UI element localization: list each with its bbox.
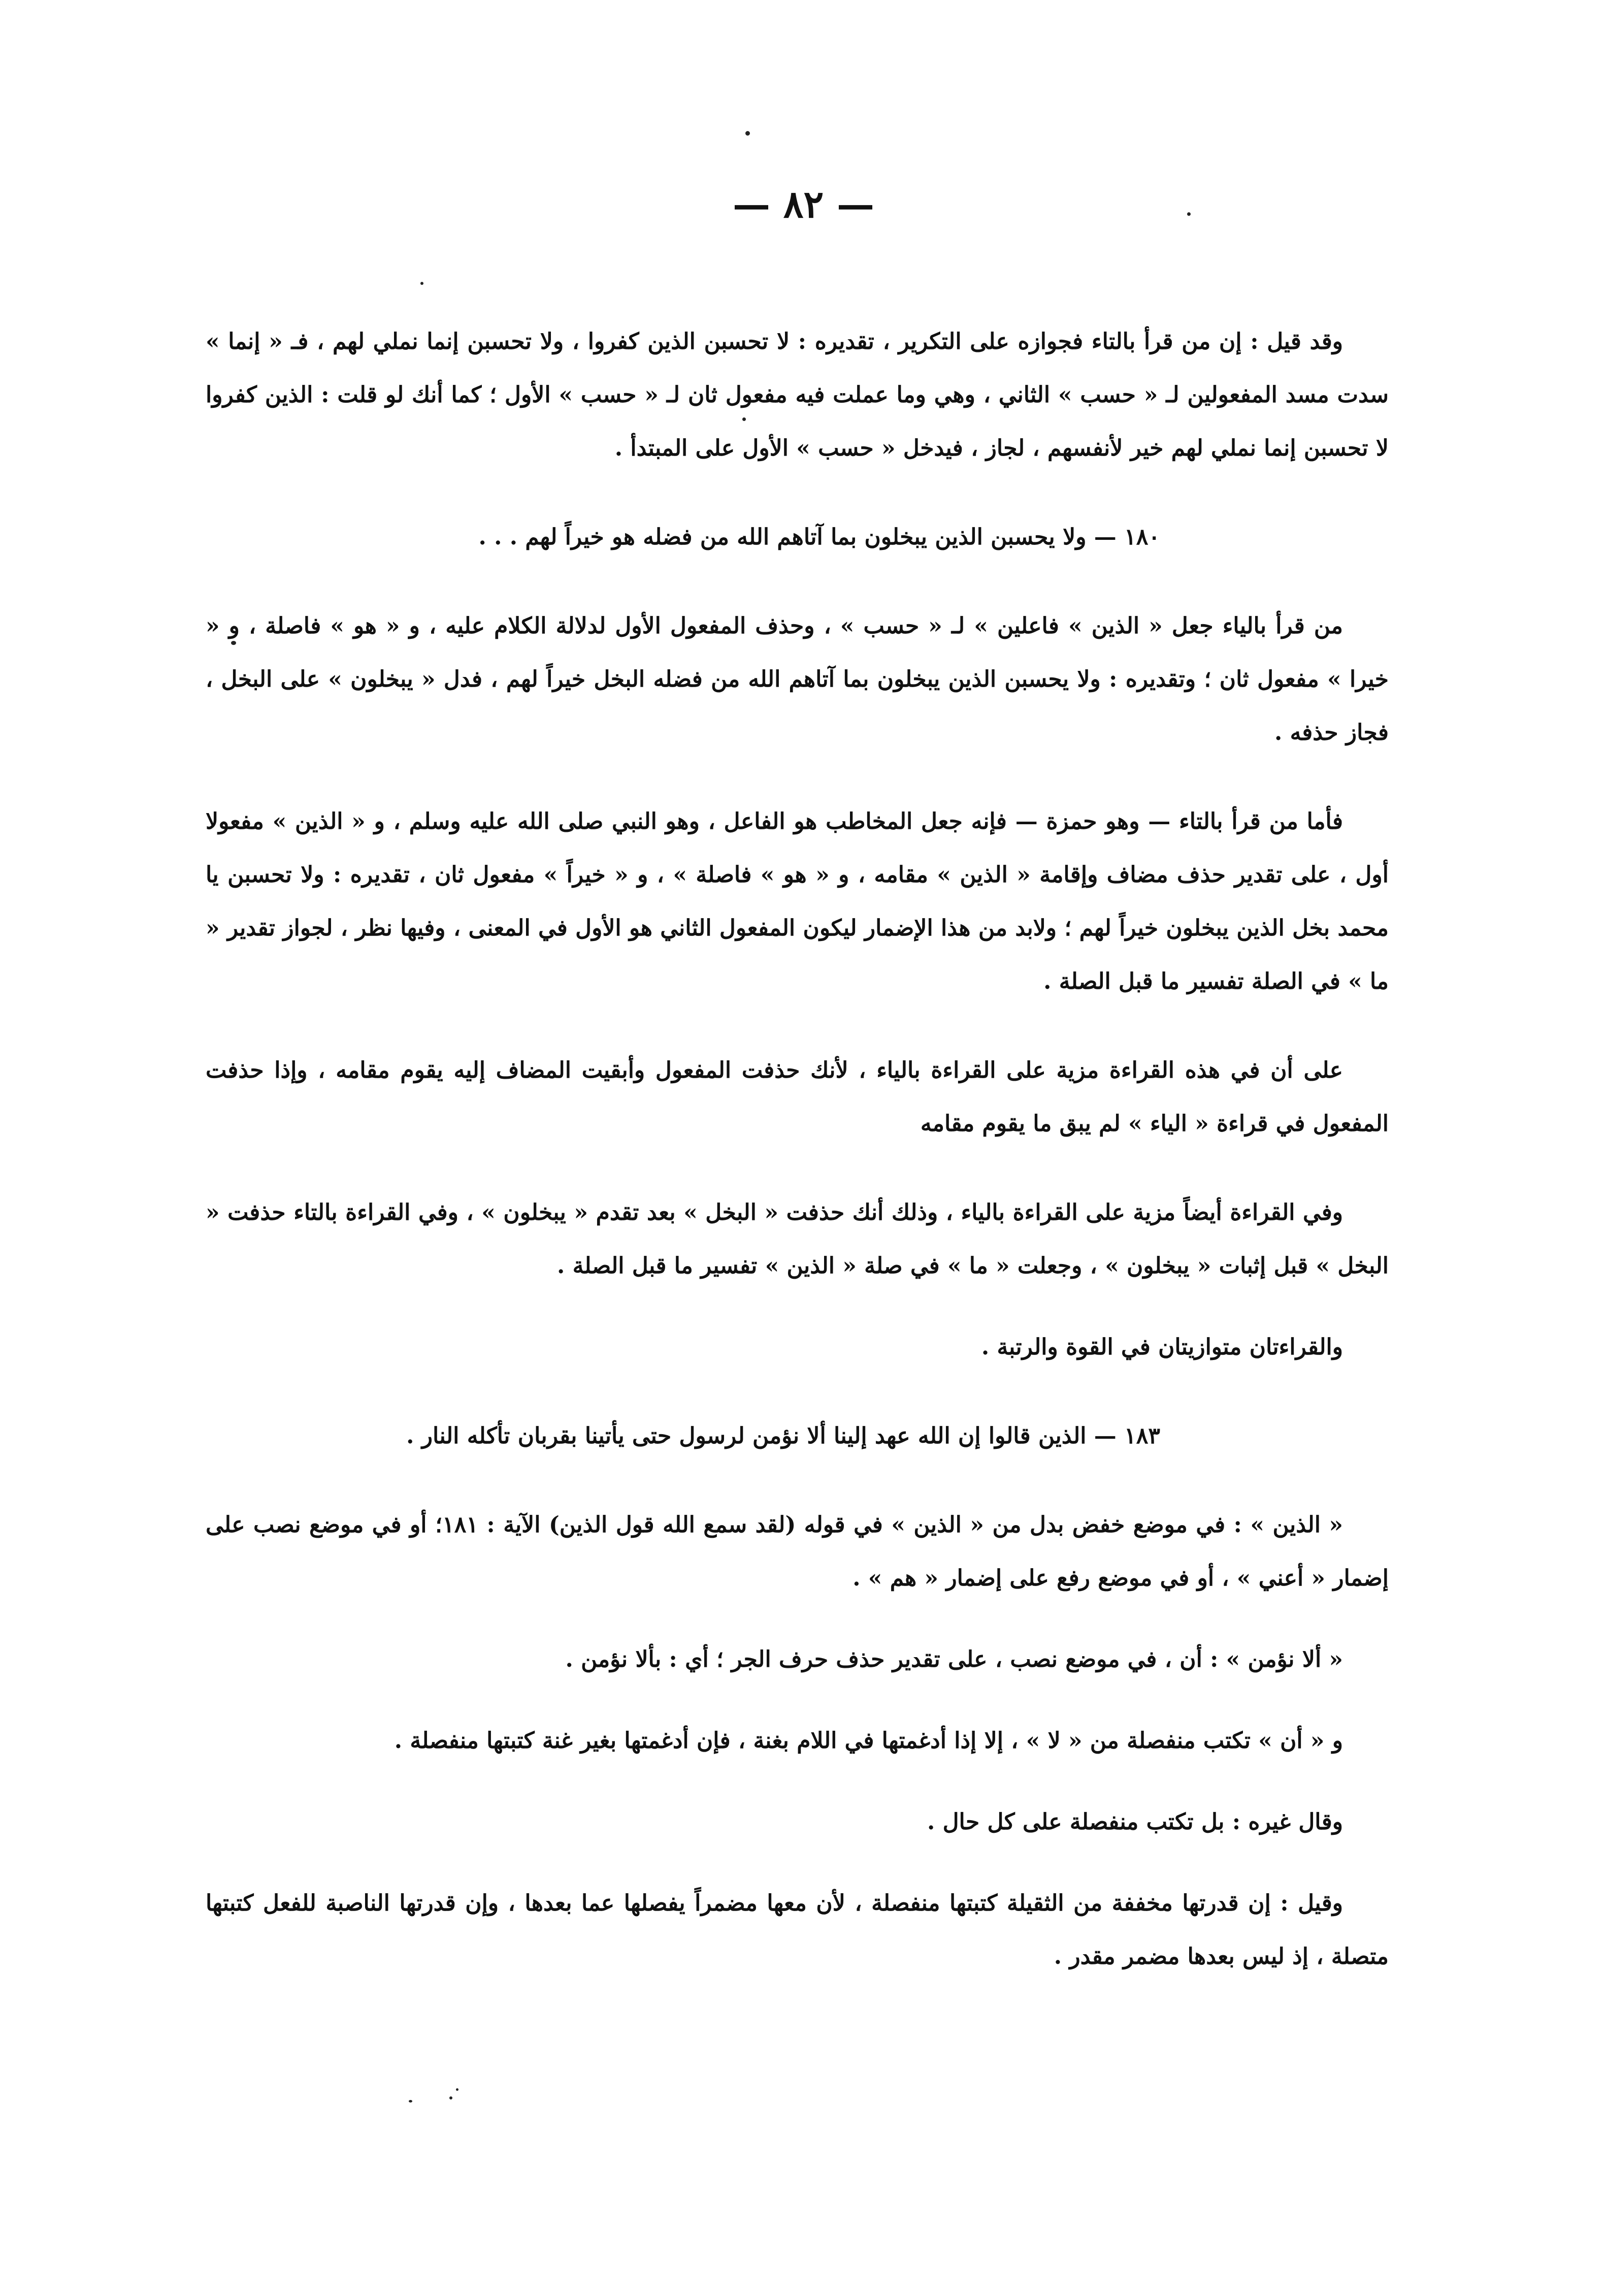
scan-speck xyxy=(456,2088,458,2091)
paragraph: وقيل : إن قدرتها مخففة من الثقيلة كتبتها منفصلة ، لأن معها مضمراً يفصلها عما بعدها ، وإن قدرتها الناصبة للفعل كتبتها متصلة ، إذ ليس بعدها مضمر مقدر . xyxy=(206,1890,1389,1969)
paragraph: وقال غيره : بل تكتب منفصلة على كل حال . xyxy=(927,1809,1343,1835)
scan-speck xyxy=(420,282,423,285)
paragraph: وفي القراءة أيضاً مزية على القراءة بالياء ، وذلك أنك حذفت « البخل » بعد تقدم « يبخلون » ، وفي القراءة بالتاء حذفت « البخل » قبل إثبات « يبخلون » ، وجعلت « ما » في صلة « الذين » تفسير ما قبل الصلة . xyxy=(206,1200,1389,1279)
paragraph: من قرأ بالياء جعل « الذين » فاعلين » لـ « حسب » ، وحذف المفعول الأول لدلالة الكلام عليه ، و « هو » فاصلة ، و « خيرا » مفعول ثان ؛ وتقديره : ولا يحسبن الذين يبخلون بما آتاهم الله من فضله البخل خيراً لهم ، فدل « يبخلون » على البخل ، فجاز حذفه . xyxy=(206,613,1389,746)
paragraph: « الذين » : في موضع خفض بدل من « الذين » في قوله (لقد سمع الله قول الذين) الآية : ١٨١؛ أو في موضع نصب على إضمار « أعني » ، أو في موضع رفع على إضمار « هم » . xyxy=(206,1512,1389,1591)
page-number: — ٨٢ — xyxy=(732,183,875,227)
paragraph: على أن في هذه القراءة مزية على القراءة بالياء ، لأنك حذفت المفعول وأبقيت المضاف إليه يقوم مقامه ، وإذا حذفت المفعول في قراءة « الياء » لم يبق ما يقوم مقامه xyxy=(206,1057,1389,1137)
page-body xyxy=(206,315,1389,2019)
paragraph: « ألا نؤمن » : أن ، في موضع نصب ، على تقدير حذف حرف الجر ؛ أي : بألا نؤمن . xyxy=(565,1646,1343,1672)
verse-heading: ١٨٣ — الذين قالوا إن الله عهد إلينا ألا نؤمن لرسول حتى يأتينا بقربان تأكله النار . xyxy=(406,1423,1160,1449)
scan-speck xyxy=(409,2100,412,2103)
scan-speck xyxy=(745,131,750,136)
paragraph: و « أن » تكتب منفصلة من « لا » ، إلا إذا أدغمتها في اللام بغنة ، فإن أدغمتها بغير غنة كتبتها منفصلة . xyxy=(394,1728,1343,1754)
paragraph: فأما من قرأ بالتاء — وهو حمزة — فإنه جعل المخاطب هو الفاعل ، وهو النبي صلى الله عليه وسلم ، و « الذين » مفعولا أول ، على تقدير حذف مضاف وإقامة « الذين » مقامه ، و « هو » فاصلة » ، و « خيراً » مفعول ثان ، تقديره : ولا تحسبن يا محمد بخل الذين يبخلون خيراً لهم ؛ ولابد من هذا الإضمار ليكون المفعول الثاني هو الأول في المعنى ، وفيها نظر ، لجواز تقدير « ما » في الصلة تفسير ما قبل الصلة . xyxy=(206,809,1389,994)
paragraph: والقراءتان متوازيتان في القوة والرتبة . xyxy=(981,1334,1343,1360)
verse-heading: ١٨٠ — ولا يحسبن الذين يبخلون بما آتاهم الله من فضله هو خيراً لهم . . . xyxy=(478,524,1160,550)
scan-speck xyxy=(449,2096,452,2099)
paragraph: وقد قيل : إن من قرأ بالتاء فجوازه على التكرير ، تقديره : لا تحسبن الذين كفروا ، ولا تحسبن إنما نملي لهم ، فـ « إنما » سدت مسد المفعولين لـ « حسب » الثاني ، وهي وما عملت فيه مفعول ثان لـ « حسب » الأول ؛ كما أنك لو قلت : الذين كفروا لا تحسبن إنما نملي لهم خير لأنفسهم ، لجاز ، فيدخل « حسب » الأول على المبتدأ . xyxy=(206,329,1389,461)
